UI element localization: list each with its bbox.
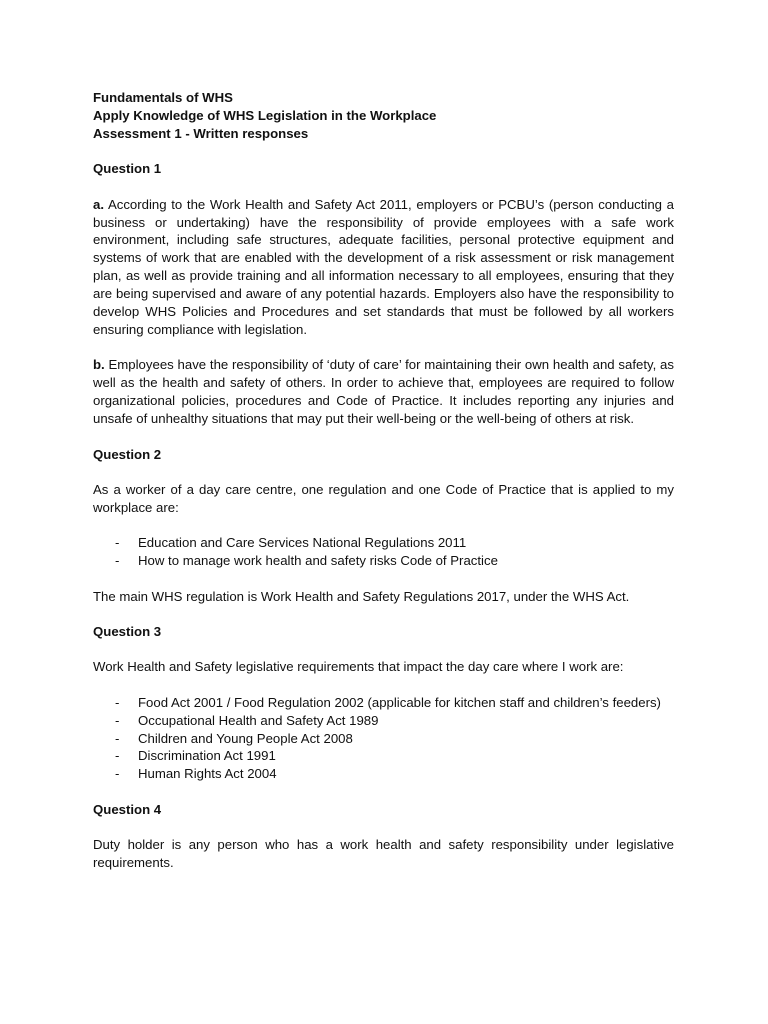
- list-dash: -: [115, 766, 120, 782]
- question-2-note: The main WHS regulation is Work Health and Safety Regulations 2017, under the WHS Act.: [93, 588, 630, 604]
- question-4-answer: Duty holder is any person who has a work health and safety responsibility under legislative requirements.: [93, 837, 674, 871]
- list-item: [93, 712, 674, 730]
- answer-a-text: According to the Work Health and Safety Act 2011, employers or PCBU’s (person conducting a business or undertaking) have the responsibility of provide employees with a safe work environment, including safe structures, adequate facilities, personal protective equipment and systems of work that are enabled with the development of a risk assessment or risk management plan, as well as provide training and all information necessary to all employees, ensuring that they are being supervised and aware of any potential hazards. Employers also have the responsibility to develop WHS Policies and Procedures and set standards that must be followed by all workers ensuring compliance with legislation.: [93, 196, 675, 337]
- question-2-intro: As a worker of a day care centre, one regulation and one Code of Practice that is applied to my workplace are:: [93, 481, 674, 515]
- list-item: [93, 765, 674, 783]
- document-page: [93, 89, 674, 872]
- list-item: [93, 534, 674, 552]
- list-dash: -: [115, 712, 120, 728]
- list-item-text: Discrimination Act 1991: [138, 748, 276, 764]
- question-2-list: [93, 534, 674, 570]
- question-3-title: Question 3: [93, 623, 162, 639]
- list-item-text: How to manage work health and safety risks Code of Practice: [138, 553, 498, 569]
- answer-b-text: Employees have the responsibility of ‘duty of care’ for maintaining their own health and safety, as well as the health and safety of others. In order to achieve that, employees are required to follow organizational policies, procedures and Code of Practice. It includes reporting any injuries and unsafe of unhealthy situations that may put their well-being or the well-being of others at risk.: [93, 357, 674, 427]
- list-dash: -: [115, 748, 120, 764]
- question-4-title: Question 4: [93, 801, 162, 817]
- answer-a-label: a.: [93, 196, 104, 212]
- course-title: Fundamentals of WHS: [93, 90, 233, 105]
- list-item: [93, 747, 674, 765]
- list-item: [93, 730, 674, 748]
- list-dash: -: [115, 535, 120, 551]
- list-dash: -: [115, 694, 120, 710]
- unit-title: Apply Knowledge of WHS Legislation in the Workplace: [93, 107, 437, 123]
- list-item-text: Children and Young People Act 2008: [138, 730, 353, 746]
- question-2-title: Question 2: [93, 446, 162, 462]
- list-item: [93, 552, 674, 570]
- list-item-text: Education and Care Services National Regulations 2011: [138, 535, 467, 551]
- question-1b-answer: [93, 356, 674, 428]
- question-1a-answer: [93, 196, 674, 339]
- list-dash: -: [115, 730, 120, 746]
- question-3-intro: Work Health and Safety legislative requirements that impact the day care where I work are:: [93, 659, 624, 675]
- list-dash: -: [115, 553, 120, 569]
- list-item: [93, 694, 674, 712]
- question-3-list: [93, 694, 674, 784]
- list-item-text: Human Rights Act 2004: [138, 766, 277, 782]
- question-1-title: Question 1: [93, 161, 162, 177]
- assessment-title: Assessment 1 - Written responses: [93, 125, 309, 141]
- document-header: [93, 89, 674, 143]
- list-item-text: Food Act 2001 / Food Regulation 2002 (applicable for kitchen staff and children’s feeders): [138, 694, 661, 710]
- list-item-text: Occupational Health and Safety Act 1989: [138, 712, 379, 728]
- answer-b-label: b.: [93, 357, 105, 373]
